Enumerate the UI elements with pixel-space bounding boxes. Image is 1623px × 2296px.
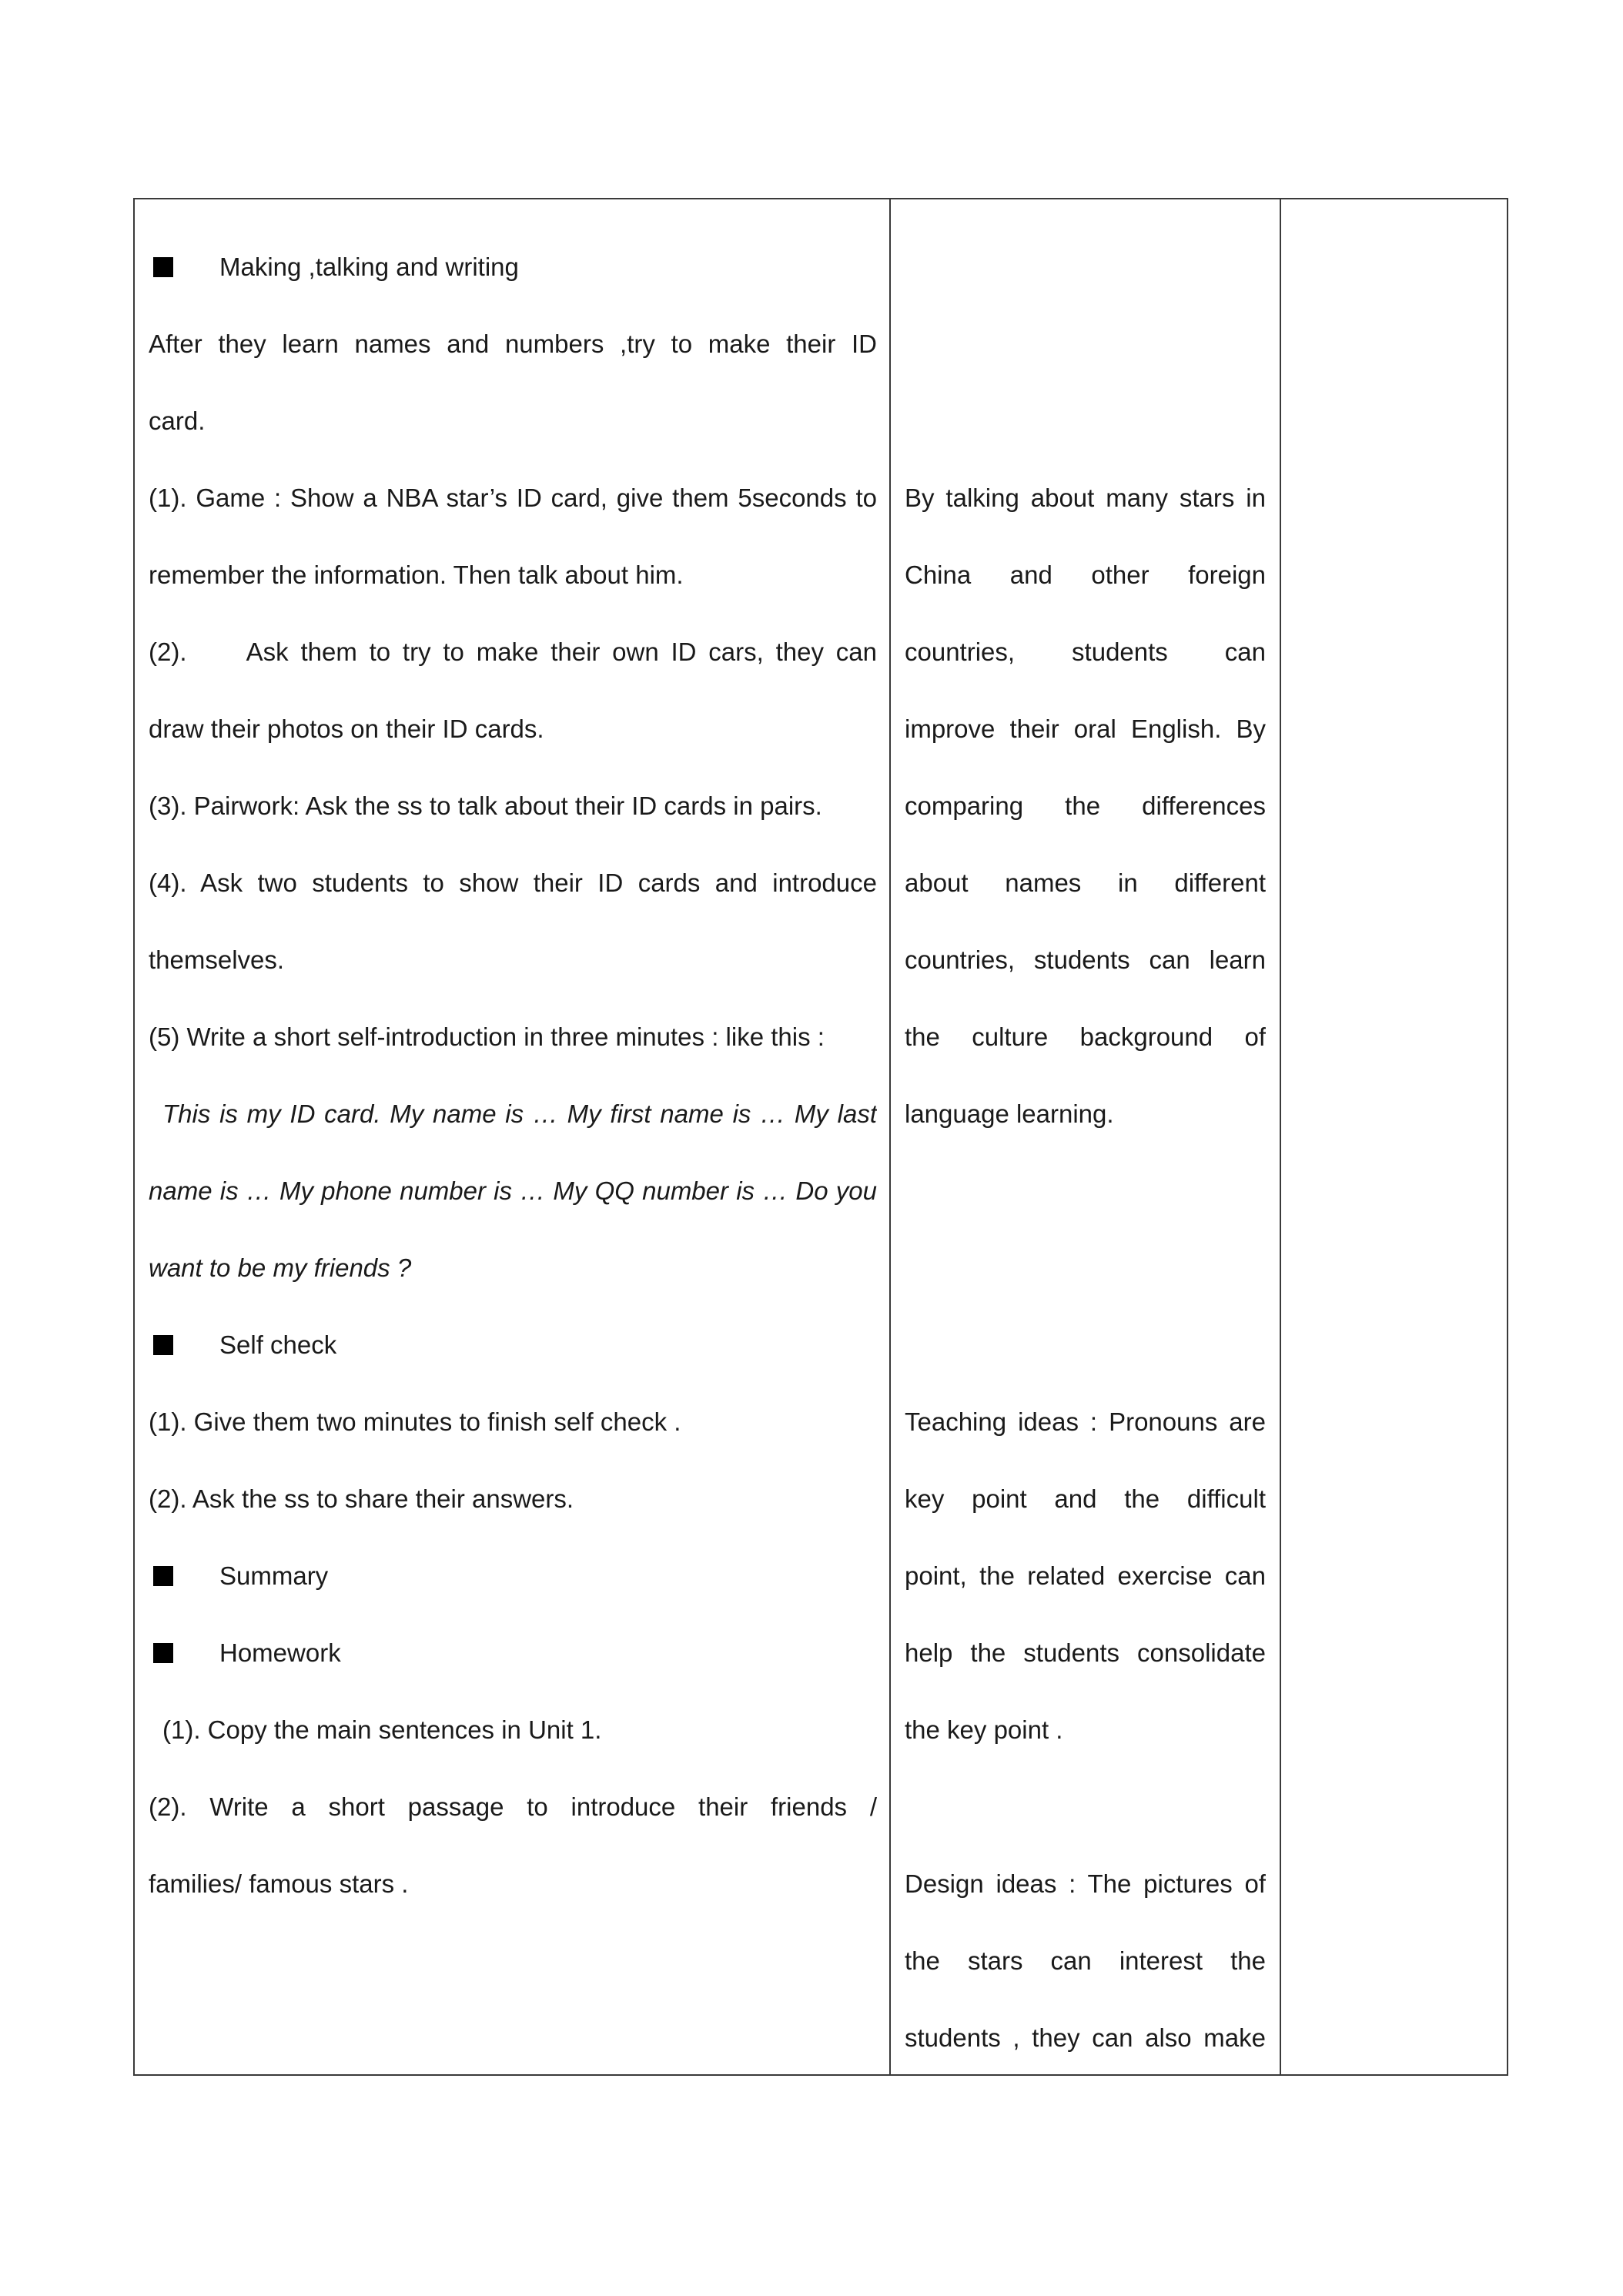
text-line: remember the information. Then talk about him. (149, 561, 684, 589)
section-heading-summary (149, 1538, 877, 1615)
lesson-plan-table (133, 198, 1508, 2076)
text-line: countries, students can (905, 638, 1266, 666)
text-line: (3). Pairwork: Ask the ss to talk about their ID cards in pairs. (149, 792, 822, 820)
text-line: students , they can also make (905, 2023, 1266, 2052)
text-line: (2). Ask the ss to share their answers. (149, 1484, 574, 1513)
text-line: language learning. (905, 1099, 1114, 1128)
text-line: Teaching ideas : Pronouns are (905, 1407, 1266, 1436)
square-bullet-icon (153, 1335, 173, 1355)
text-line: (2). Write a short passage to introduce their friends / (149, 1792, 877, 1821)
text-line: families/ famous stars . (149, 1869, 409, 1898)
text-line: key point and the difficult (905, 1484, 1266, 1513)
text-line: help the students consolidate (905, 1638, 1266, 1667)
heading-text: Making ,talking and writing (219, 253, 519, 281)
text-line: countries, students can learn (905, 946, 1266, 974)
section-heading-making (149, 229, 877, 306)
text-line: point, the related exercise can (905, 1561, 1266, 1590)
section-heading-homework (149, 1615, 877, 1692)
text-line: (1). Copy the main sentences in Unit 1. (162, 1715, 602, 1744)
text-line: comparing the differences (905, 792, 1266, 820)
text-line: (4). Ask two students to show their ID cards and introduce (149, 869, 877, 897)
text-line: After they learn names and numbers ,try to make their ID (149, 330, 877, 358)
text-line: improve their oral English. By (905, 715, 1266, 743)
text-line: the culture background of (905, 1022, 1266, 1051)
purpose-column (890, 199, 1280, 2075)
text-line: Design ideas : The pictures of (905, 1869, 1266, 1898)
text-line: (5) Write a short self-introduction in three minutes : like this : (149, 1022, 825, 1051)
square-bullet-icon (153, 1643, 173, 1663)
example-line: want to be my friends ? (149, 1253, 412, 1282)
heading-text: Homework (219, 1638, 341, 1667)
example-line: name is … My phone number is … My QQ number is … Do you (149, 1176, 877, 1205)
heading-text: Self check (219, 1330, 337, 1359)
text-line: China and other foreign (905, 561, 1266, 589)
square-bullet-icon (153, 1566, 173, 1586)
procedure-column (134, 199, 890, 2075)
text-line: themselves. (149, 946, 285, 974)
heading-text: Summary (219, 1561, 329, 1590)
text-line: the key point . (905, 1715, 1063, 1744)
text-line: (2). Ask them to try to make their own ID cars, they can (149, 638, 877, 666)
notes-column (1280, 199, 1508, 2075)
section-heading-self-check (149, 1307, 877, 1384)
example-line: This is my ID card. My name is … My first name is … My last (162, 1099, 877, 1128)
text-line: about names in different (905, 869, 1266, 897)
text-line: (1). Give them two minutes to finish self check . (149, 1407, 681, 1436)
text-line: the stars can interest the (905, 1946, 1266, 1975)
square-bullet-icon (153, 257, 173, 277)
table-row (134, 199, 1508, 2075)
text-line: draw their photos on their ID cards. (149, 715, 544, 743)
text-line: card. (149, 407, 206, 435)
text-line: (1). Game : Show a NBA star’s ID card, give them 5seconds to (149, 484, 877, 512)
text-line: By talking about many stars in (905, 484, 1266, 512)
